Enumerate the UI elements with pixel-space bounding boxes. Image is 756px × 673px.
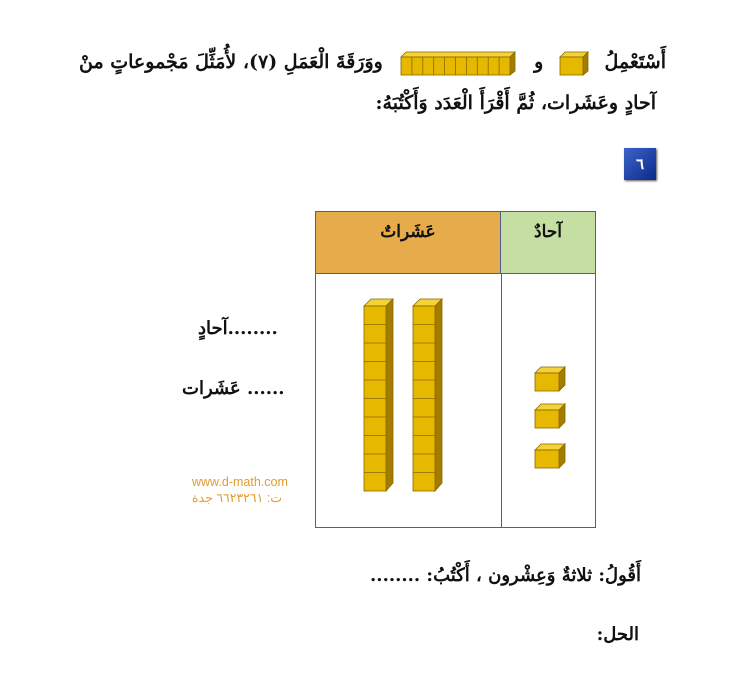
unit-cube-icon — [558, 50, 590, 76]
instruction-use-word: أَسْتَعْمِلُ — [604, 51, 666, 73]
ones-count-label: ........آحادٍ — [198, 318, 278, 339]
ten-rod-1 — [363, 297, 395, 493]
answer-prompt: أَقُولُ: ثلاثةٌ وَعِشْرون ، أَكْتُبُ: ........ — [370, 565, 641, 586]
instruction-sheet-text: ووَرَقَةَ الْعَمَلِ (٧)، لأُمَثِّلَ مَجْموعاتٍ منْ — [78, 51, 383, 73]
exercise-number-badge: ٦ — [624, 148, 656, 180]
place-value-table — [315, 211, 596, 528]
watermark-phone: ت: ٦٦٢٣٢٦١ جدة — [192, 491, 283, 505]
instruction-line-1 — [79, 50, 666, 76]
tens-column-header: عَشَراتٌ — [316, 212, 501, 274]
unit-cube-1 — [533, 365, 567, 392]
ten-rod-2 — [412, 297, 444, 493]
unit-cube-3 — [533, 442, 567, 469]
watermark — [192, 474, 288, 506]
unit-cube-2 — [533, 402, 567, 429]
instruction-line-2: آحادٍ وعَشَرات، ثُمَّ أَقْرَأَ الْعَدَد وَأَكْتُبَهُ: — [375, 92, 656, 114]
column-divider — [501, 274, 502, 527]
watermark-site: www.d-math.com — [192, 475, 288, 489]
instruction-and-word: و — [534, 51, 544, 73]
ten-rod-icon — [399, 50, 517, 76]
ones-column-header: آحادٌ — [501, 212, 595, 274]
tens-count-label: ...... عَشَرات — [182, 378, 285, 399]
solution-label: الحل: — [596, 624, 639, 645]
